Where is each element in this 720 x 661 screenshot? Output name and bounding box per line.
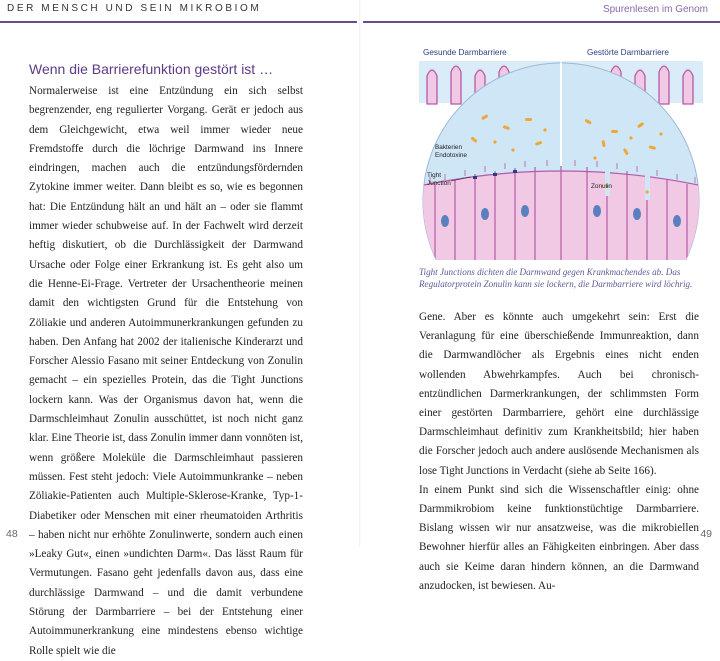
left-page-number: 48 bbox=[6, 528, 18, 540]
right-paragraph-1: Gene. Aber es könnte auch umgekehrt sein: Erst die Veranlagung für eine überschießende Immunreaktion, dann die Darmwandlöcher als Ergebnis eines nicht enden wollenden Abwehrkampfes. Auch bei chronisch-entzündlichen Darmerkrankungen, der schlimmsten Form einer gestörten Darmbarriere, gehört eine durchlässige Darmschleimhaut definitiv zum Krankheitsbild; hier haben die Forscher jedoch auch andere auslösende Mechanismen als lose Tight Junctions in Verdacht (siehe ab Seite 166). bbox=[419, 311, 699, 477]
label-tight: Tight bbox=[427, 172, 441, 179]
label-healthy-barrier: Gesunde Darmbarriere bbox=[423, 48, 507, 57]
label-zonulin: Zonulin bbox=[591, 183, 612, 190]
gutter bbox=[359, 0, 361, 547]
figure-caption: Tight Junctions dichten die Darmwand gegen Krankmachendes ab. Das Regulatorprotein Zonulin kann sie lockern, die Darmbarriere wird löchrig. bbox=[419, 267, 693, 289]
right-header-rule bbox=[363, 21, 720, 23]
right-body-text bbox=[419, 308, 699, 596]
left-running-head: DER MENSCH UND SEIN MIKROBIOM bbox=[7, 3, 262, 14]
label-junction: Junction bbox=[427, 180, 451, 187]
right-paragraph-2: In einem Punkt sind sich die Wissenschaftler einig: ohne Darmmikrobiom keine funktionstüchtige Darmbarriere. Bislang wissen wir nur ansatzweise, was die mikrobiellen Bewohner hierfür alles an Fähigkeiten einbringen. Aber dass auch sie Keime daran hindern können, an die Darmwand anzudocken, ist bewiesen. Au- bbox=[419, 483, 699, 592]
left-header-rule bbox=[0, 21, 357, 23]
label-endotoxins: Endotoxine bbox=[435, 152, 467, 159]
intestinal-barrier-figure bbox=[415, 46, 707, 260]
label-disturbed-barrier: Gestörte Darmbarriere bbox=[587, 48, 669, 57]
label-bacteria: Bakterien bbox=[435, 144, 462, 151]
left-body-text: Normalerweise ist eine Entzündung ein sich selbst begrenzender, eng regulierter Vorgang. Gerät er jedoch aus dem Gleichgewicht, etwa weil immer wieder neue Fremdstoffe durch die löchrige Darmwand ins Innere eindringen, machen auch die entzündungsfördernden Zytokine immer weiter. Dann bleibt es so, wie es begonnen hat: Die Entzündung hält an und hält an – oder sie flammt immer wieder schubweise auf. In der Fachwelt wird derzeit heftig diskutiert, ob die Durchlässigkeit der Darmwand Ursache oder Folge einer Erkrankung ist. Es geht also um die Henne-Ei-Frage. Vertreter der Ursachentheorie meinen damit den wichtigsten Grund für die Entstehung von Zöliakie und anderen Autoimmunerkrankungen gefunden zu haben. Den Anfang hat 2002 der italienische Kinderarzt und Forscher Alessio Fasano mit seiner Entdeckung von Zonulin gemacht – ein spezielles Protein, das die Tight Junctions lockern kann. Was der Organismus davon hat, wenn die Darmschleimhaut Zonulin ausschüttet, ist noch nicht ganz klar. Eine Theorie ist, dass Zonulin immer dann vonnöten ist, wenn größere Moleküle die Darmschleimhaut passieren müssen. Fest steht jedoch: Viele Autoimmunkranke – neben Zöliakie-Patienten auch Multiple-Sklerose-Kranke, Typ-1-Diabetiker oder Menschen mit einer rheumatoiden Arthritis – haben nicht nur erhöhte Zonulinwerte, sondern auch einen »Leaky Gut«, einen »undichten Darm«. Das lässt Raum für Vermutungen. Fasano geht jedenfalls davon aus, dass eine durchlässige Darmwand – und die damit verbundene Störung der Darmbarriere – bei der Entstehung einer Autoimmunerkrankung eine mindestens ebenso wichtige Rolle spielt wie die bbox=[29, 85, 303, 657]
right-page-number: 49 bbox=[700, 528, 712, 540]
section-title: Wenn die Barrierefunktion gestört ist … bbox=[29, 61, 274, 77]
right-running-head: Spurenlesen im Genom bbox=[602, 4, 708, 15]
